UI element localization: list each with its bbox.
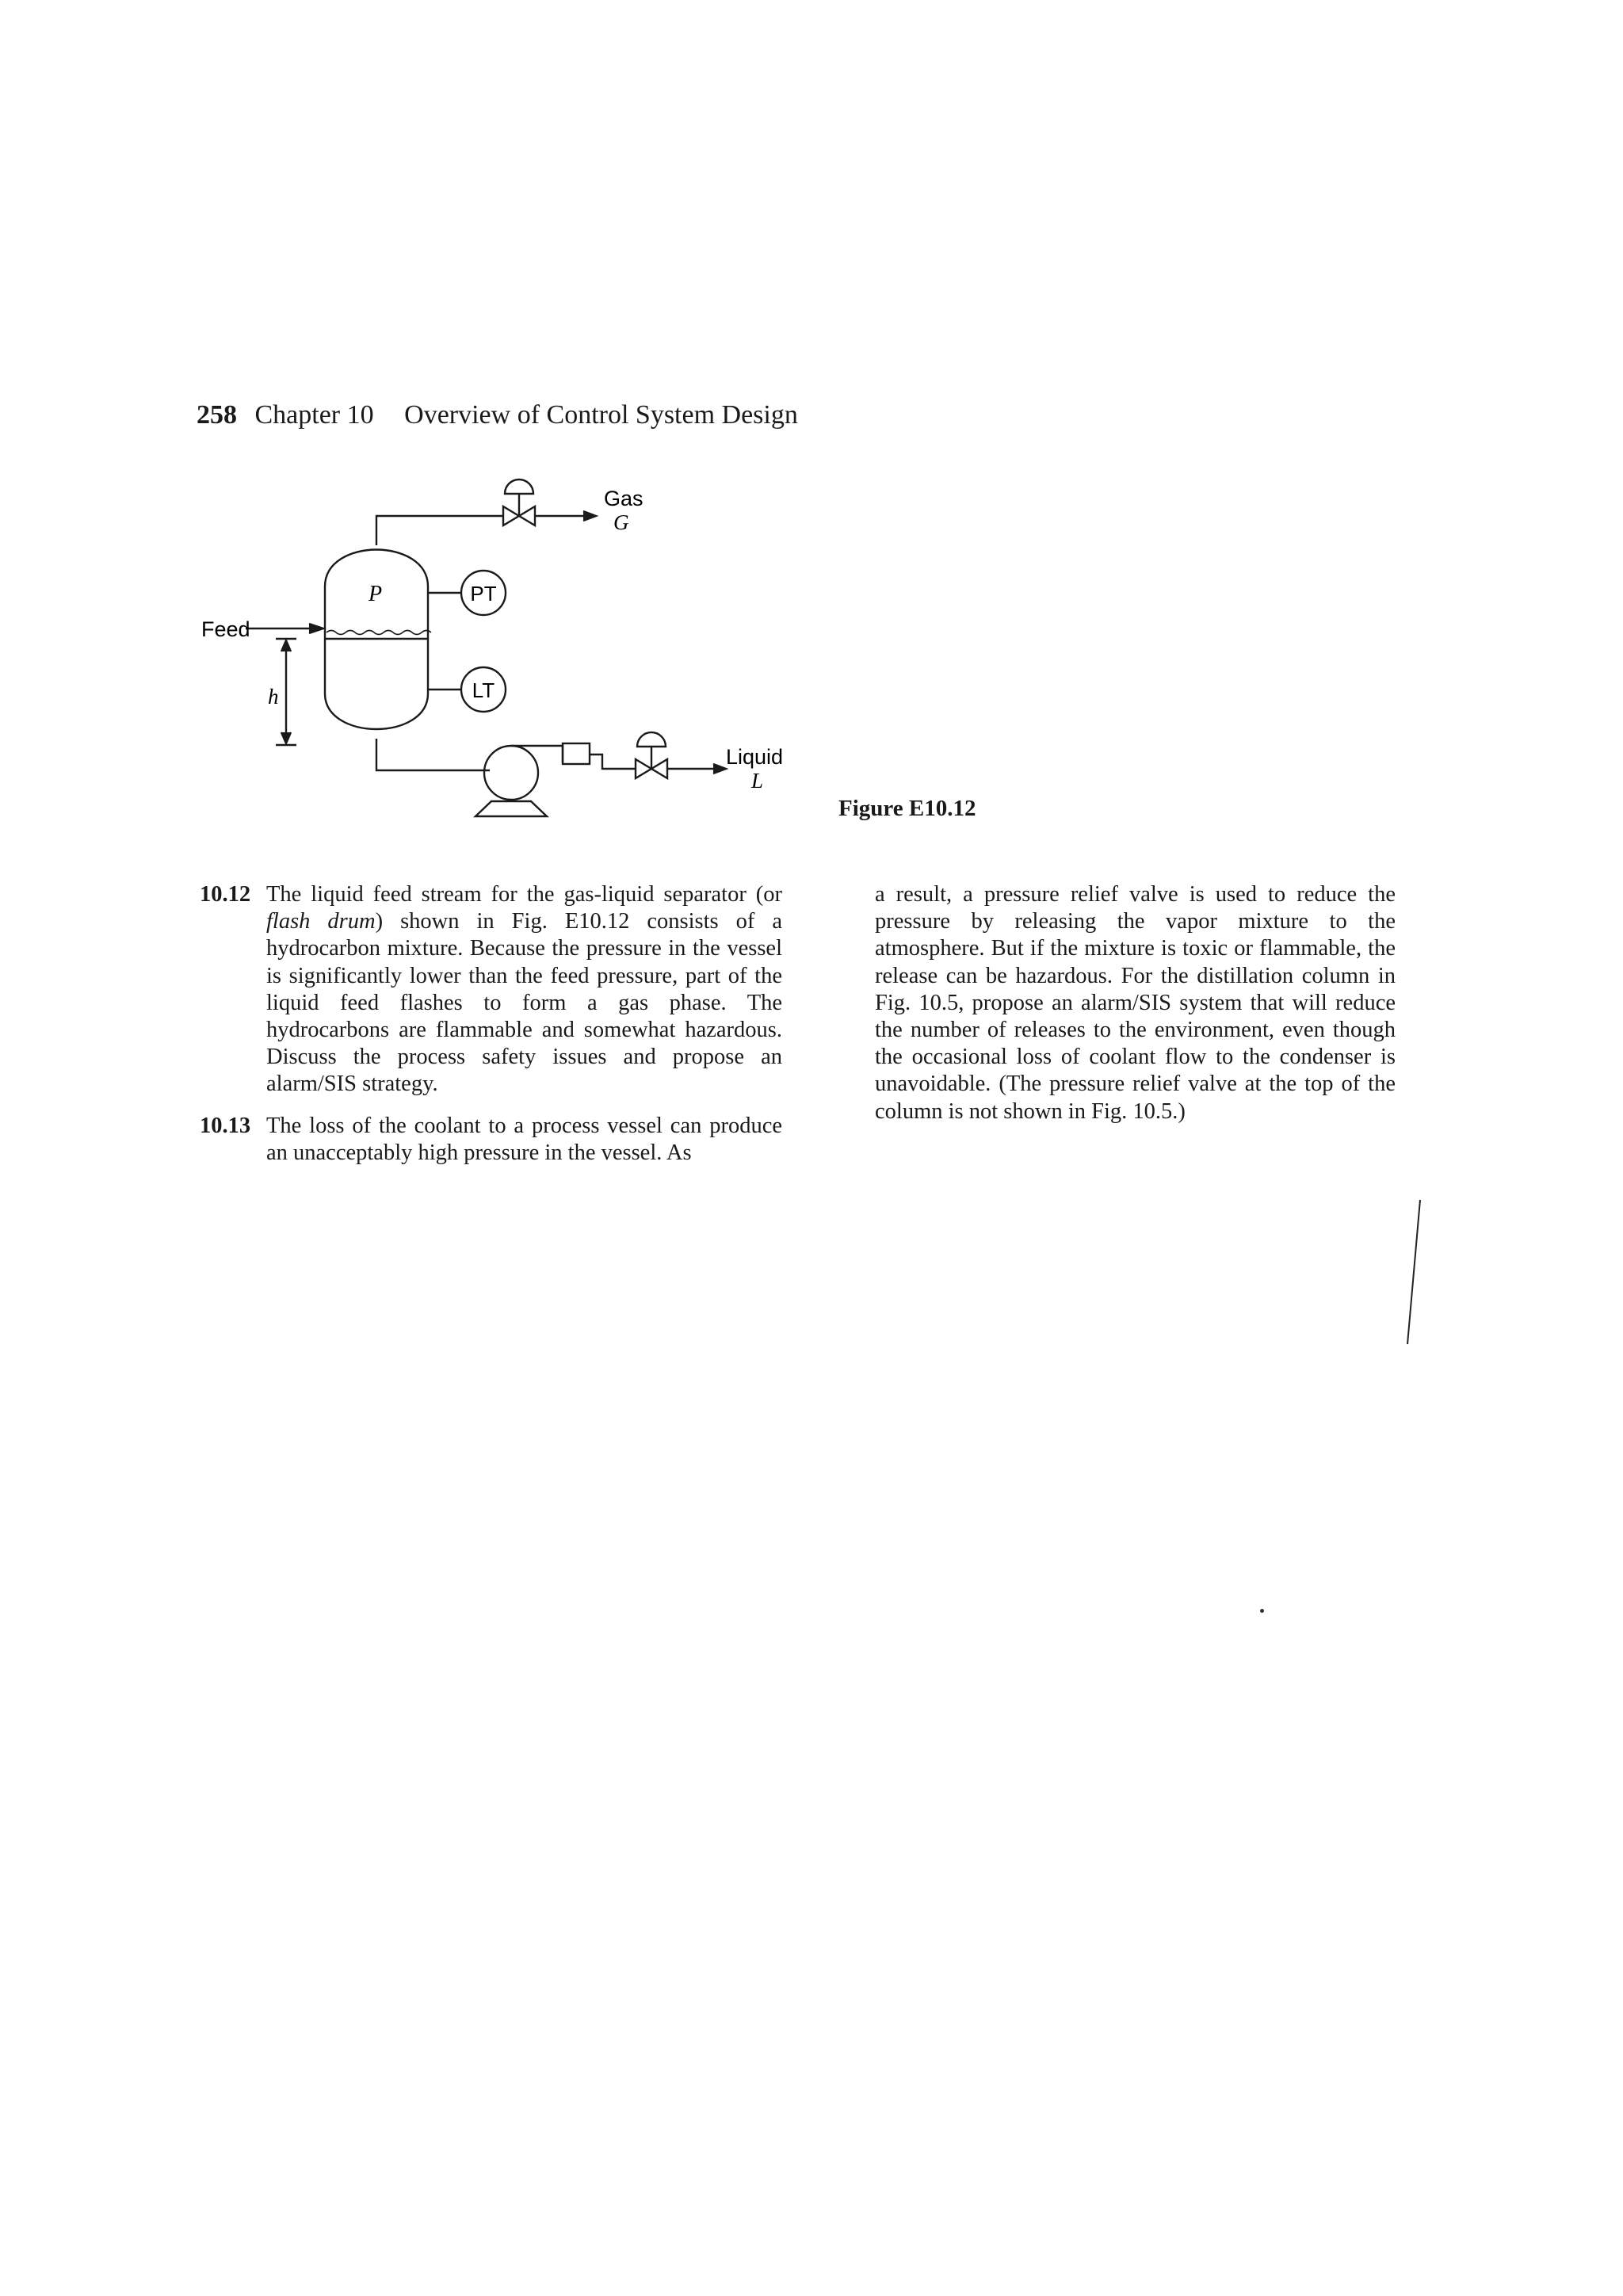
lt-label: LT [472, 678, 495, 702]
gas-outlet-pipe [376, 516, 503, 545]
pump-discharge [563, 743, 590, 764]
gas-valve-actuator [505, 479, 533, 494]
problem-10-13-continuation: a result, a pressure relief valve is used to reduce the pressure by releasing the vapor mixture to the atmosphere. But if the mixture is toxic or flammable, the release can be hazardous. For the distillation column in Fig. 10.5, propose an alarm/SIS system that will reduce the number of releases to the environment, even though the occasional loss of coolant flow to the condenser is unavoidable. (The pressure relief valve at the top of the column is not shown in Fig. 10.5.) [875, 882, 1396, 1124]
figure-flash-drum [190, 444, 903, 840]
emphasis-term: flash drum [266, 909, 376, 934]
pressure-label: P [369, 582, 383, 606]
pump-casing [484, 746, 538, 800]
figure-caption: Figure E10.12 [838, 796, 976, 821]
right-column [875, 881, 1396, 1125]
problem-text: The loss of the coolant to a process vessel can produce an unacceptably high pressure in the vessel. As [266, 1113, 782, 1165]
left-column [200, 881, 782, 1181]
liquid-label: Liquid [726, 745, 784, 769]
gas-label: Gas [604, 487, 643, 510]
gas-symbol: G [613, 510, 629, 534]
chapter-label: Chapter 10 [254, 400, 374, 430]
problem-number: 10.12 [200, 882, 251, 907]
liquid-level-line [327, 631, 431, 635]
problem-10-12 [200, 881, 782, 1098]
liquid-valve-actuator [637, 732, 666, 747]
pt-label: PT [470, 582, 497, 606]
problem-text: The liquid feed stream for the gas-liquid separator (or flash drum) shown in Fig. E10.12 consists of a hydrocarbon mixture. Because the pressure in the vessel is significantly lower than the feed pressure, part of the liquid feed flashes to form a gas phase. The hydrocarbons are flammable and somewhat hazardous. Discuss the process safety issues and propose an alarm/SIS strategy. [266, 882, 782, 1097]
liquid-outlet-pipe [376, 739, 490, 770]
page-number: 258 [197, 400, 237, 430]
problem-number: 10.13 [200, 1113, 251, 1138]
scan-dot [1260, 1609, 1264, 1613]
chapter-title: Overview of Control System Design [404, 400, 798, 430]
pump-base [475, 801, 547, 816]
flash-drum-diagram [190, 444, 903, 840]
scan-mark [1403, 1197, 1426, 1347]
height-label: h [268, 685, 279, 709]
liquid-symbol: L [751, 769, 764, 793]
feed-label: Feed [201, 617, 250, 641]
running-head [197, 400, 798, 430]
problem-10-13 [200, 1113, 782, 1167]
